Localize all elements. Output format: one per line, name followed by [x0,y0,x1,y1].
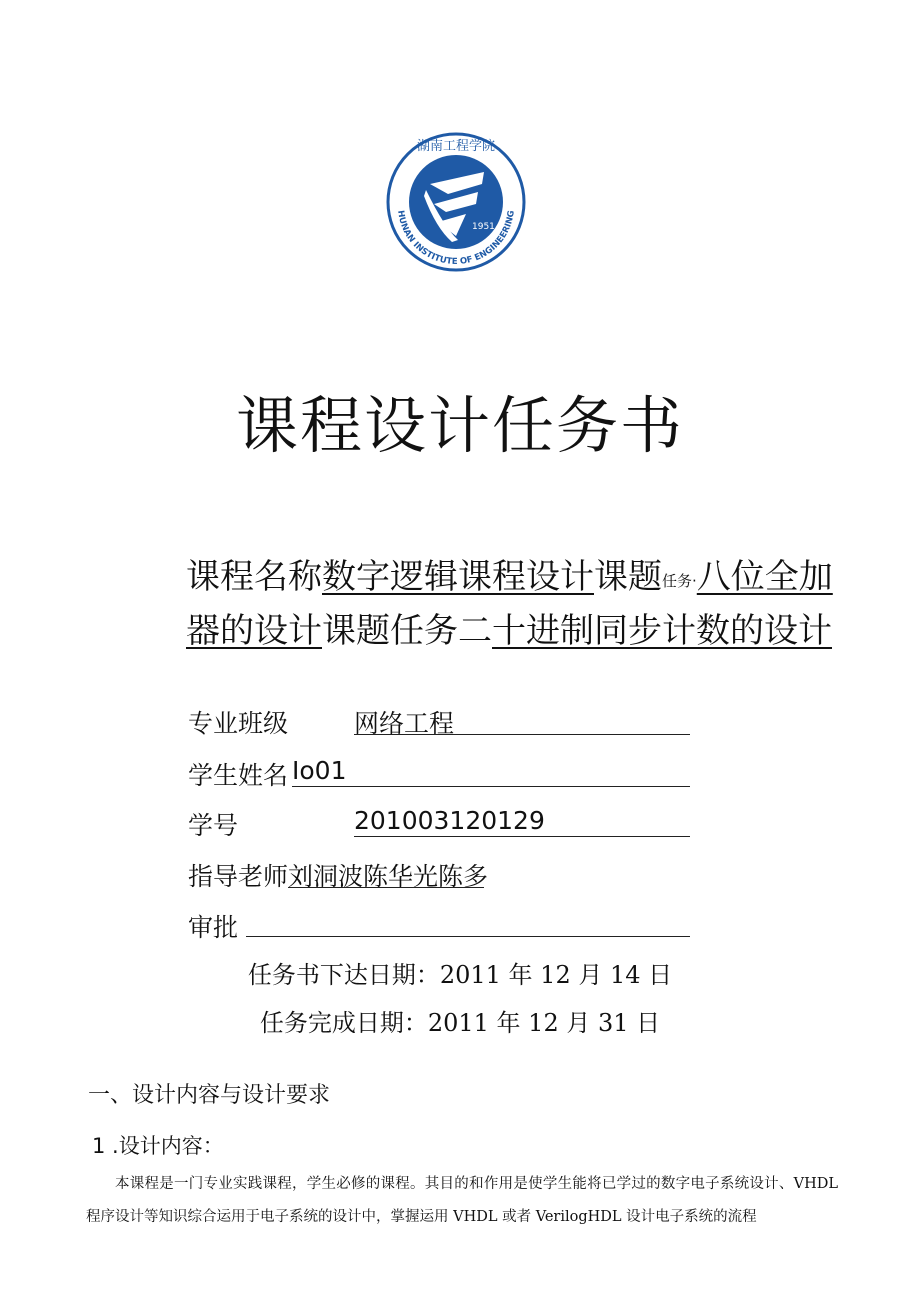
major-label: 专业班级 [188,709,289,738]
id-row [188,806,692,842]
id-label: 学号 [188,811,239,840]
course-name-label: 课程名称 [186,557,322,597]
task1-label: 课题 [594,557,662,597]
completed-date: 任务完成日期：2011 年 12 月 31 日 [259,1009,661,1037]
student-label: 学生姓名 [188,761,289,790]
course-name-value: 数字逻辑课程设计 [322,557,594,597]
id-value: 201003120129 [354,806,545,835]
approve-underline [246,936,690,937]
major-underline [354,734,690,735]
approve-label: 审批 [188,913,239,942]
school-logo [386,132,526,272]
task2-label: 课题任务二 [322,611,492,651]
document-title: 课程设计任务书 [235,389,684,462]
logo-top-text: 湖南工程学院 [416,139,496,154]
major-value: 网络工程 [354,709,455,738]
logo-ring-text: HUNAN INSTITUTE OF ENGINEERING [395,209,517,268]
body-paragraph: 本课程是一门专业实践课程，学生必修的课程。其目的和作用是使学生能将已学过的数字电子系统设计、VHDL 程序设计等知识综合运用于电子系统的设计中，掌握运用 VHDL 或者 VerilogHDL 设计电子系统的流程 [86,1176,838,1225]
id-underline [354,836,690,837]
student-value: Io01 [292,756,347,785]
issued-date: 任务书下达日期：2011 年 12 月 14 日 [247,961,673,989]
task1-value: 八位全加器的设计 [186,557,833,651]
advisor-value: 刘洞波陈华光陈多 [288,862,489,891]
approve-row [188,908,692,944]
logo-year: 1951 [472,222,495,232]
task1-small-label: 任务· [662,572,697,590]
section-heading: 一、设计内容与设计要求 [88,1083,331,1108]
student-row [188,756,692,792]
sub-heading: 1 .设计内容： [92,1134,224,1158]
advisor-underline [288,887,484,888]
course-block [186,552,836,656]
advisor-row [188,857,692,893]
advisor-label: 指导老师 [188,862,289,891]
major-row [188,704,692,740]
student-underline [292,786,690,787]
task2-value: 十进制同步计数的设计 [492,611,832,651]
